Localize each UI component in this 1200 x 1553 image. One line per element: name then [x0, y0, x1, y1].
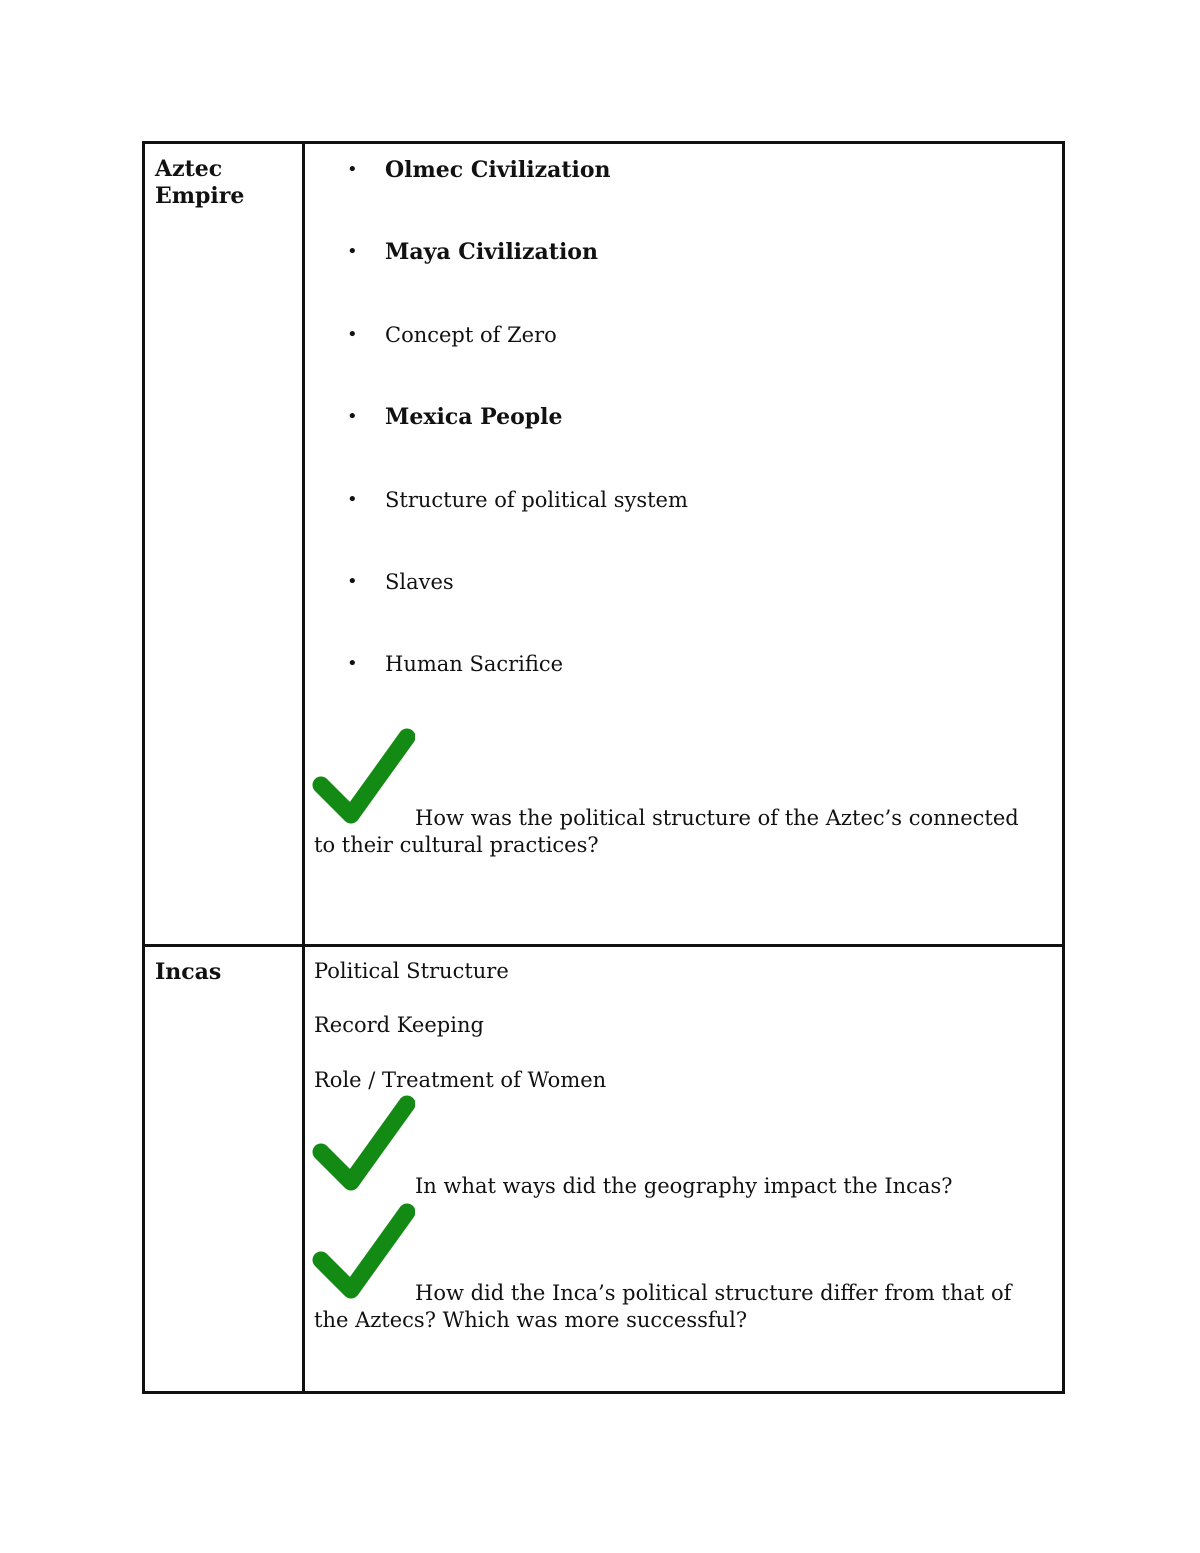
bullet: • [347, 159, 358, 180]
topic-olmec: Olmec Civilization [385, 157, 611, 183]
incas-topic-political-structure: Political Structure [314, 959, 509, 983]
bullet: • [347, 489, 358, 510]
list-item [305, 485, 1005, 515]
incas-topic-women: Role / Treatment of Women [314, 1068, 607, 1092]
aztec-label: Aztec Empire [155, 156, 245, 209]
topic-zero: Concept of Zero [385, 323, 557, 347]
incas-label: Incas [155, 959, 222, 985]
aztec-label-cell [144, 143, 304, 946]
bullet: • [347, 324, 358, 345]
bullet: • [347, 406, 358, 427]
topic-political-system: Structure of political system [385, 488, 688, 512]
incas-content-cell [304, 946, 1064, 1393]
table-row-aztec [144, 143, 1064, 946]
incas-question-geography: In what ways did the geography impact the Incas? [415, 1174, 953, 1198]
incas-label-cell [144, 946, 304, 1393]
bullet: • [347, 571, 358, 592]
list-item [305, 320, 1005, 350]
aztec-content-cell [304, 143, 1064, 946]
bullet: • [347, 653, 358, 674]
table-row-incas [144, 946, 1064, 1393]
incas-topic-record-keeping: Record Keeping [314, 1013, 484, 1037]
incas-question-comparison: How did the Inca’s political structure differ from that of the Aztecs? Which was more successful? [314, 1281, 1012, 1332]
list-item [305, 155, 1005, 185]
list-item [305, 237, 1005, 267]
topic-mexica: Mexica People [385, 404, 563, 430]
list-item [305, 567, 1005, 597]
notes-table [142, 141, 1065, 1394]
topic-maya: Maya Civilization [385, 239, 598, 265]
list-item [305, 649, 1005, 679]
topic-slaves: Slaves [385, 570, 454, 594]
topic-human-sacrifice: Human Sacrifice [385, 652, 564, 676]
list-item [305, 402, 1005, 432]
bullet: • [347, 241, 358, 262]
aztec-question: How was the political structure of the Aztec’s connected to their cultural practices? [314, 806, 1019, 857]
